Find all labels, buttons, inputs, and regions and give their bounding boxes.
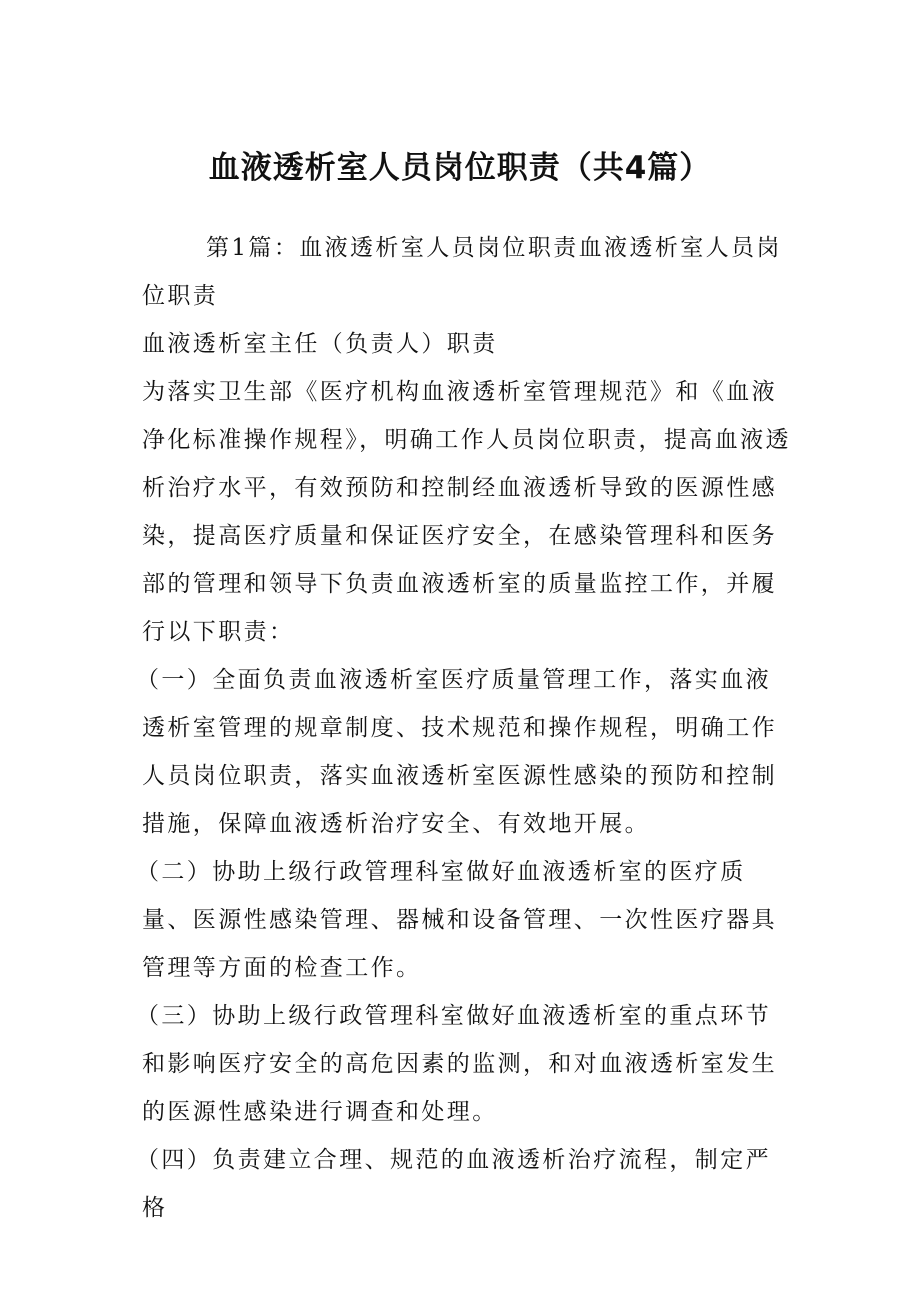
paragraph-item-4: （四）负责建立合理、规范的血液透析治疗流程，制定严格: [136, 1147, 771, 1221]
paragraph-intro: 为落实卫生部《医疗机构血液透析室管理规范》和《血液净化标准操作规程》，明确工作人员岗位职责，提高血液透析治疗水平，有效预防和控制经血液透析导致的医源性感染，提高医疗质量和保证医疗安全，在感染管理科和医务部的管理和领导下负责血液透析室的质量监控工作，并履行以下职责：: [142, 379, 791, 645]
paragraph-item-3: （三）协助上级行政管理科室做好血液透析室的重点环节和影响医疗安全的高危因素的监测，和对血液透析室发生的医源性感染进行调查和处理。: [136, 1003, 777, 1125]
paragraph-section-heading: 第1篇：血液透析室人员岗位职责血液透析室人员岗位职责: [142, 235, 782, 309]
document-body: [136, 224, 794, 1232]
paragraph-subheading: 血液透析室主任（负责人）职责: [142, 331, 498, 357]
document-title: 血液透析室人员岗位职责（共4篇）: [208, 150, 712, 186]
paragraph-item-1: （一）全面负责血液透析室医疗质量管理工作，落实血液透析室管理的规章制度、技术规范和操作规程，明确工作人员岗位职责，落实血液透析室医源性感染的预防和控制措施，保障血液透析治疗安全、有效地开展。: [136, 667, 777, 837]
paragraph-item-2: （二）协助上级行政管理科室做好血液透析室的医疗质量、医源性感染管理、器械和设备管理、一次性医疗器具管理等方面的检查工作。: [136, 859, 777, 981]
